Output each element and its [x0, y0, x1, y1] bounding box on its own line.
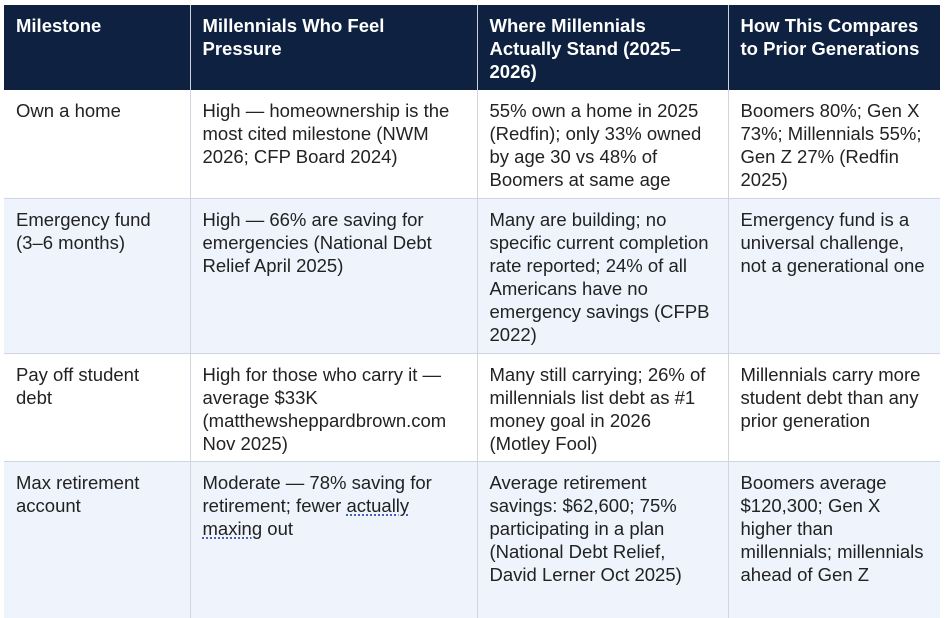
- spellcheck-marked-text[interactable]: actually maxing: [202, 494, 410, 539]
- table-header: [4, 5, 940, 90]
- table-row: [4, 461, 940, 618]
- cell-stand: Many are building; no specific current completion rate reported; 24% of all Americans have no emergency savings (CFPB 2022): [477, 198, 728, 353]
- table-row: [4, 353, 940, 461]
- cell-stand: 55% own a home in 2025 (Redfin); only 33% owned by age 30 vs 48% of Boomers at same age: [477, 90, 728, 198]
- header-compare: How This Compares to Prior Generations: [728, 5, 940, 90]
- header-row: [4, 5, 940, 90]
- cell-compare: Boomers average $120,300; Gen X higher than millennials; millennials ahead of Gen Z: [728, 461, 940, 618]
- table-row: [4, 90, 940, 198]
- milestones-table: [4, 5, 940, 618]
- cell-compare: Emergency fund is a universal challenge, not a generational one: [728, 198, 940, 353]
- cell-pressure: High — 66% are saving for emergencies (National Debt Relief April 2025): [190, 198, 477, 353]
- header-stand: Where Millennials Actually Stand (2025–2026): [477, 5, 728, 90]
- header-milestone: Milestone: [4, 5, 190, 90]
- cell-milestone: Max retirement account: [4, 461, 190, 618]
- cell-pressure-text-end: out: [262, 517, 293, 539]
- cell-stand: Many still carrying; 26% of millennials list debt as #1 money goal in 2026 (Motley Fool): [477, 353, 728, 461]
- cell-compare: Millennials carry more student debt than any prior generation: [728, 353, 940, 461]
- table-row: [4, 198, 940, 353]
- cell-pressure: [190, 461, 477, 618]
- cell-pressure-text: Moderate — 78% saving for retirement; fewer: [202, 471, 432, 516]
- cell-milestone: Own a home: [4, 90, 190, 198]
- header-pressure: Millennials Who Feel Pressure: [190, 5, 477, 90]
- cell-stand: Average retirement savings: $62,600; 75% participating in a plan (National Debt Relief, David Lerner Oct 2025): [477, 461, 728, 618]
- cell-milestone: Emergency fund (3–6 months): [4, 198, 190, 353]
- cell-pressure: High — homeownership is the most cited milestone (NWM 2026; CFP Board 2024): [190, 90, 477, 198]
- cell-pressure: High for those who carry it — average $33K (matthewsheppardbrown.com Nov 2025): [190, 353, 477, 461]
- cell-milestone: Pay off student debt: [4, 353, 190, 461]
- cell-compare: Boomers 80%; Gen X 73%; Millennials 55%; Gen Z 27% (Redfin 2025): [728, 90, 940, 198]
- table-body: [4, 90, 940, 618]
